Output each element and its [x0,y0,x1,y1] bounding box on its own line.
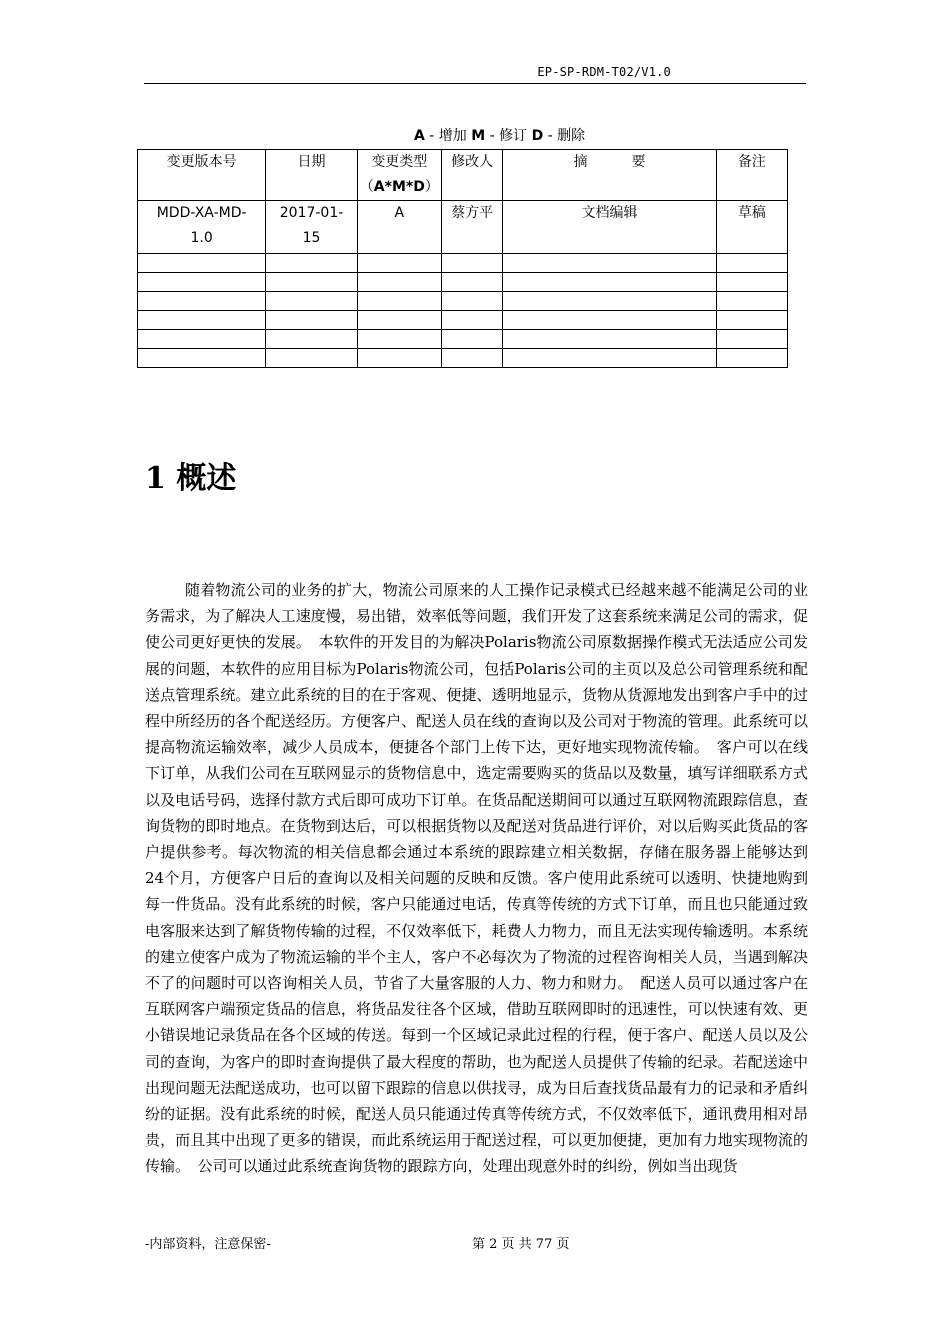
cell-date-line1: 2017-01- [279,205,344,221]
legend-add-label: - 增加 [424,128,472,144]
header-change-type-label: 变更类型 [371,154,428,170]
legend-modify-label: - 修订 [485,128,532,144]
footer-confidential: -内部资料，注意保密- [145,1237,271,1252]
header-summary-a: 摘 [573,154,588,170]
header-version: 变更版本号 [138,150,266,201]
cell-version [138,201,266,254]
cell-date-line2: 15 [302,230,321,246]
table-header-row [138,150,788,201]
header-paren-close: ） [424,179,439,195]
header-paren-open: （ [359,179,374,195]
section-heading: 1 概述 [145,461,237,496]
table-row [138,201,788,254]
legend-delete-code: D [531,128,544,144]
header-rule [144,83,806,84]
body-paragraph: 随着物流公司的业务的扩大，物流公司原来的人工操作记录模式已经越来越不能满足公司的业务需求，为了解决人工速度慢，易出错，效率低等问题，我们开发了这套系统来满足公司的需求，促使公司更好更快的发展。 本软件的开发目的为解决Polaris物流公司原数据操作模式无法适应公司发展的问题，本软件的应用目标为Polaris物流公司，包括Polaris公司的主页以及总公司管理系统和配送点管理系统。建立此系统的目的在于客观、便捷、透明地显示，货物从货源地发出到客户手中的过程中所经历的各个配送经历。方便客户、配送人员在线的查询以及公司对于物流的管理。此系统可以提高物流运输效率，减少人员成本，便捷各个部门上传下达，更好地实现物流传输。 客户可以在线下订单，从我们公司在互联网显示的货物信息中，选定需要购买的货品以及数量，填写详细联系方式以及电话号码，选择付款方式后即可成功下订单。在货品配送期间可以通过互联网物流跟踪信息，查询货物的即时地点。在货物到达后，可以根据货物以及配送对货品进行评价，对以后购买此货品的客户提供参考。每次物流的相关信息都会通过本系统的跟踪建立相关数据，存储在服务器上能够达到24个月，方便客户日后的查询以及相关问题的反映和反馈。客户使用此系统可以透明、快捷地购到每一件货品。没有此系统的时候，客户只能通过电话，传真等传统的方式下订单，而且也只能通过致电客服来达到了解货物传输的过程，不仅效率低下，耗费人力物力，而且无法实现传输透明。本系统的建立使客户成为了物流运输的半个主人，客户不必每次为了物流的过程咨询相关人员，当遇到解决不了的问题时可以咨询相关人员，节省了大量客服的人力、物力和财力。 配送人员可以通过客户在互联网客户端预定货品的信息，将货品发往各个区域，借助互联网即时的迅速性，可以快速有效、更小错误地记录货品在各个区域的传送。每到一个区域记录此过程的行程，便于客户、配送人员以及公司的查询，为客户的即时查询提供了最大程度的帮助，也为配送人员提供了传输的纪录。若配送途中出现问题无法配送成功，也可以留下跟踪的信息以供找寻，成为日后查找货品最有力的记录和矛盾纠纷的证据。没有此系统的时候，配送人员只能通过传真等传统方式，不仅效率低下，通讯费用相对昂贵，而且其中出现了更多的错误，而此系统运用于配送过程，可以更加便捷，更加有力地实现物流的传输。 公司可以通过此系统查询货物的跟踪方向，处理出现意外时的纠纷，例如当出现货 [145,581,808,1176]
cell-summary: 文档编辑 [503,201,716,254]
header-change-type [357,150,441,201]
table-row-empty [138,349,788,368]
document-code: EP-SP-RDM-T02/V1.0 [537,65,671,79]
table-row-empty [138,254,788,273]
table-row-empty [138,330,788,349]
table-row-empty [138,292,788,311]
header-summary-b: 要 [631,154,646,170]
table-row-empty [138,273,788,292]
cell-version-line2: 1.0 [190,230,213,246]
header-note: 备注 [716,150,787,201]
legend-delete-label: - 删除 [543,128,586,144]
revision-history-table [137,149,788,368]
header-editor: 修改人 [441,150,503,201]
legend-add-code: A [414,128,425,144]
cell-version-line1: MDD-XA-MD- [156,205,247,221]
legend-modify-code: M [471,128,486,144]
table-row-empty [138,311,788,330]
header-change-type-codes: A*M*D [373,179,425,195]
cell-note: 草稿 [716,201,787,254]
cell-editor: 蔡方平 [441,201,503,254]
header-date: 日期 [266,150,358,201]
header-summary [503,150,716,201]
cell-date [266,201,358,254]
footer-page-number: 第 2 页 共 77 页 [472,1237,570,1252]
cell-type: A [357,201,441,254]
change-type-legend [414,125,585,145]
